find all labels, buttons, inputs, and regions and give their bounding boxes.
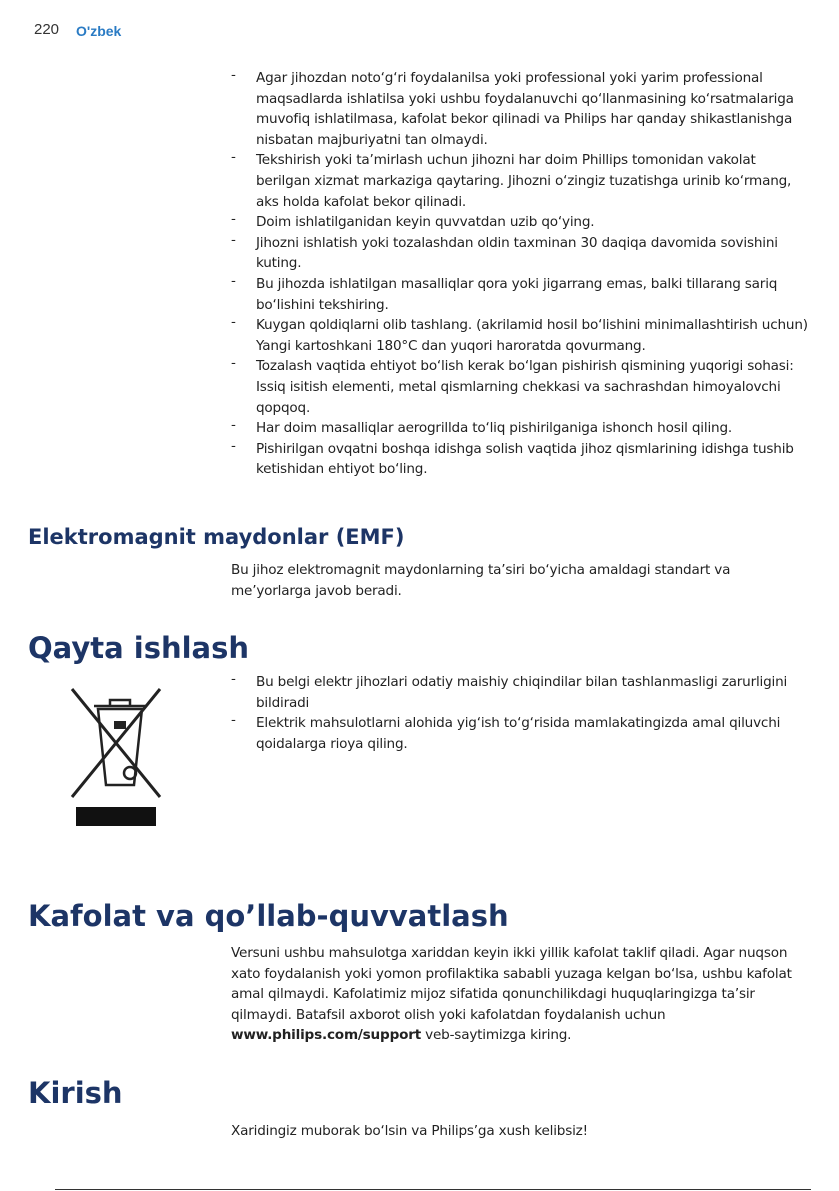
intro-text: Xaridingiz muborak bo‘lsin va Philips’ga xush kelibsiz! <box>231 1123 588 1139</box>
list-item <box>231 356 811 418</box>
bullet: - <box>231 437 236 454</box>
list-item-text: Agar jihozdan noto‘g‘ri foydalanilsa yoki professional yoki yarim professional maqsadlarda ishlatilsa yoki ushbu foydalanuvchi qo‘llanmasining ko‘rsatmalariga muvofiq ishlatilmasa, kafolat bekor qilinadi va Philips har qanday shikastlanishga nisbatan majburiyatni tan olmaydi. <box>256 70 794 148</box>
list-item <box>231 212 811 233</box>
bullet: - <box>231 314 236 331</box>
intro-heading: Kirish <box>28 1076 123 1110</box>
list-item <box>231 713 791 754</box>
footer-divider <box>55 1189 811 1190</box>
support-link[interactable]: www.philips.com/support <box>231 1027 422 1044</box>
warranty-text-start: Versuni ushbu mahsulotga xariddan keyin ikki yillik kafolat taklif qiladi. Agar nuqson xato foydalanish yoki yomon profilaktika sababli yuzaga kelgan bo‘lsa, ushbu kafolat amal qilmaydi. Kafolatimiz mijoz sifatida qonunchilikdagi huquqlaringizga ta’sir qilmaydi. Batafsil axborot olish yoki kafolatdan foydalanish uchun <box>231 945 792 1023</box>
bullet: - <box>231 417 236 434</box>
list-item <box>231 274 811 315</box>
list-item-text: Kuygan qoldiqlarni olib tashlang. (akrilamid hosil bo‘lishini minimallashtirish uchun) Yangi kartoshkani 180°C dan yuqori haroratda qovurmang. <box>256 317 808 354</box>
list-item-text: Tozalash vaqtida ehtiyot bo‘lish kerak bo‘lgan pishirish qismining yuqorigi sohasi: Issiq isitish elementi, metal qismlarning chekkasi va sachrashdan himoyalovchi qopqoq. <box>256 358 794 416</box>
emf-heading: Elektromagnit maydonlar (EMF) <box>28 525 405 549</box>
safety-list <box>231 68 811 480</box>
recycling-list <box>231 672 791 754</box>
bullet: - <box>231 712 236 729</box>
recycling-heading: Qayta ishlash <box>28 631 250 665</box>
list-item <box>231 672 791 713</box>
emf-text: Bu jihoz elektromagnit maydonlarning ta’siri bo‘yicha amaldagi standart va me’yorlarga javob beradi. <box>231 562 731 599</box>
warranty-text <box>231 943 801 1046</box>
list-item <box>231 439 811 480</box>
weee-bin-icon <box>68 685 164 834</box>
language-label: O'zbek <box>76 23 122 39</box>
bullet: - <box>231 211 236 228</box>
list-item-text: Tekshirish yoki ta’mirlash uchun jihozni har doim Phillips tomonidan vakolat berilgan xizmat markaziga qaytaring. Jihozni o‘zingiz tuzatishga urinib ko‘rmang, aks holda kafolat bekor qilinadi. <box>256 152 792 210</box>
list-item-text: Bu jihozda ishlatilgan masalliqlar qora yoki jigarrang emas, balki tillarang sariq bo‘lishini tekshiring. <box>256 275 778 313</box>
list-item-text: Jihozni ishlatish yoki tozalashdan oldin taxminan 30 daqiqa davomida sovishini kuting. <box>256 234 778 272</box>
list-item-text: Doim ishlatilganidan keyin quvvatdan uzib qo‘ying. <box>256 214 595 231</box>
list-item <box>231 315 811 356</box>
bullet: - <box>231 149 236 166</box>
bullet: - <box>231 231 236 248</box>
warranty-heading: Kafolat va qo’llab-quvvatlash <box>28 899 509 933</box>
warranty-text-end: veb-saytimizga kiring. <box>421 1027 572 1044</box>
list-item-text: Pishirilgan ovqatni boshqa idishga solish vaqtida jihoz qismlarining idishga tushib ketishidan ehtiyot bo‘ling. <box>256 440 794 478</box>
list-item-text: Har doim masalliqlar aerogrillda to‘liq pishirilganiga ishonch hosil qiling. <box>256 420 732 437</box>
list-item-text: Elektrik mahsulotlarni alohida yig‘ish to‘g‘risida mamlakatingizda amal qiluvchi qoidalarga rioya qiling. <box>256 715 781 752</box>
bullet: - <box>231 67 236 83</box>
bullet: - <box>231 272 236 289</box>
bullet: - <box>231 671 236 687</box>
page-number: 220 <box>34 21 60 38</box>
list-item <box>231 418 811 439</box>
list-item <box>231 150 811 212</box>
list-item <box>231 233 811 274</box>
list-item <box>231 68 811 150</box>
bullet: - <box>231 355 236 372</box>
list-item-text: Bu belgi elektr jihozlari odatiy maishiy chiqindilar bilan tashlanmasligi zarurligini bildiradi <box>256 674 788 711</box>
